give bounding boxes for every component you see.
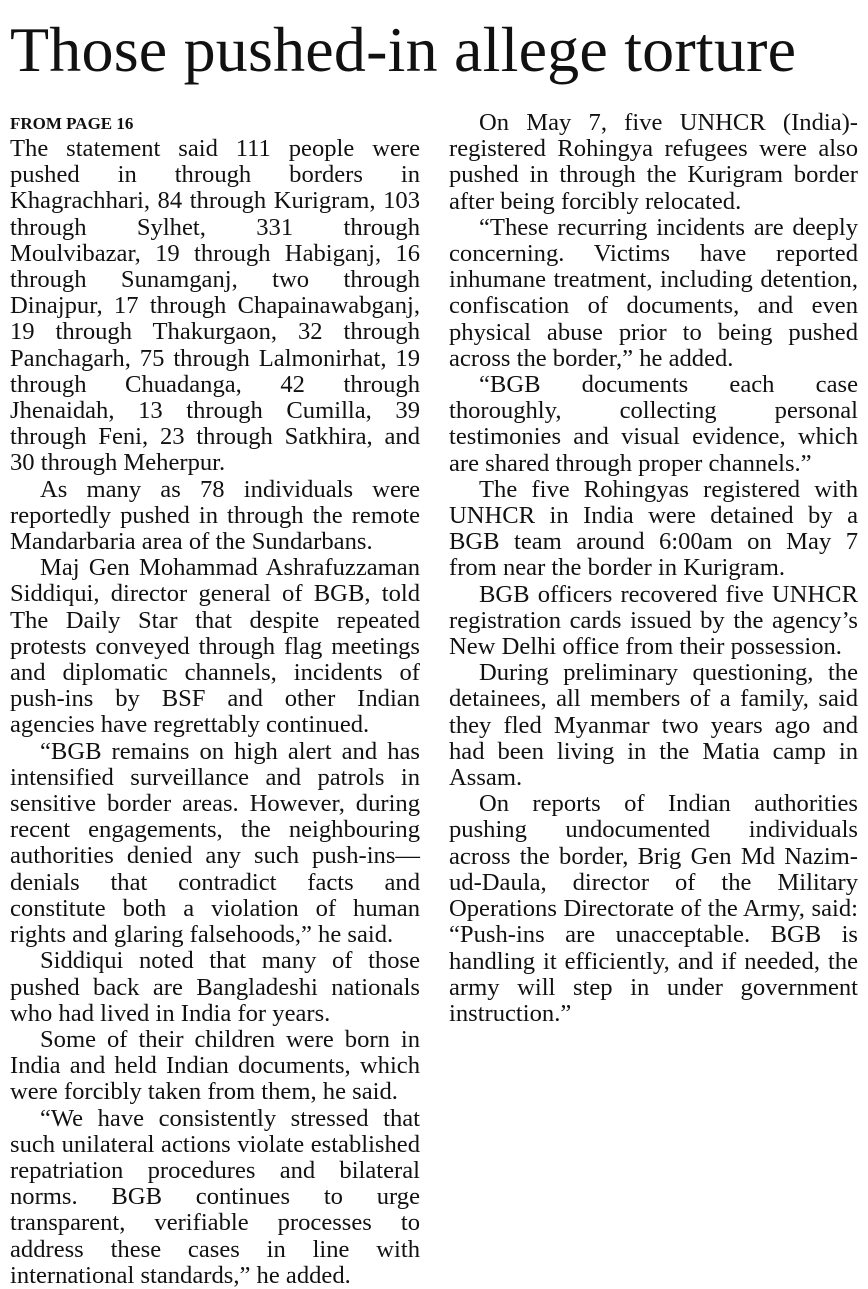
article-paragraph: On May 7, five UNHCR (India)-registered Rohingya refugees were also pushed in through the Kurigram border after being forcibly relocated. xyxy=(449,109,858,215)
article-column-left xyxy=(10,110,420,1289)
article-paragraph: As many as 78 individuals were reportedly pushed in through the remote Mandarbaria area of the Sundarbans. xyxy=(10,475,420,556)
article-paragraph: During preliminary questioning, the detainees, all members of a family, said they fled Myanmar two years ago and had been living in the Matia camp in Assam. xyxy=(449,659,858,792)
continuation-label: FROM PAGE 16 xyxy=(10,114,134,133)
article-paragraph: “These recurring incidents are deeply concerning. Victims have reported inhumane treatment, including detention, confiscation of documents, and even physical abuse prior to being pushed across the border,” he added. xyxy=(449,213,858,372)
article-paragraph: “BGB remains on high alert and has intensified surveillance and patrols in sensitive border areas. However, during recent engagements, the neighbouring authorities denied any such push-ins—denials that contradict facts and constitute both a violation of human rights and glaring falsehoods,” he said. xyxy=(10,737,420,949)
article-paragraph: BGB officers recovered five UNHCR registration cards issued by the agency’s New Delhi office from their possession. xyxy=(449,580,858,661)
article-paragraph: The statement said 111 people were pushed in through borders in Khagrachhari, 84 through Kurigram, 103 through Sylhet, 331 through Moulvibazar, 19 through Habiganj, 16 through Sunamganj, two through Dinajpur, 17 through Chapainawabganj, 19 through Thakurgaon, 32 through Panchagarh, 75 through Lalmonirhat, 19 through Chuadanga, 42 through Jhenaidah, 13 through Cumilla, 39 through Feni, 23 through Satkhira, and 30 through Meherpur. xyxy=(10,135,420,477)
article-paragraph: On reports of Indian authorities pushing undocumented individuals across the border, Brig Gen Md Nazim-ud-Daula, director of the Military Operations Directorate of the Army, said: “Push-ins are unacceptable. BGB is handling it efficiently, and if needed, the army will step in under government instruction.” xyxy=(449,790,858,1027)
article-paragraph: The five Rohingyas registered with UNHCR in India were detained by a BGB team around 6:00am on May 7 from near the border in Kurigram. xyxy=(449,475,858,582)
article-column-right xyxy=(449,110,858,1027)
article-paragraph: “BGB documents each case thoroughly, collecting personal testimonies and visual evidence, which are shared through proper channels.” xyxy=(449,371,858,477)
article-paragraph: “We have consistently stressed that such unilateral actions violate established repatriation procedures and bilateral norms. BGB continues to urge transparent, verifiable processes to address these cases in line with international standards,” he added. xyxy=(10,1104,420,1289)
article-paragraph: Siddiqui noted that many of those pushed back are Bangladeshi nationals who had lived in India for years. xyxy=(10,947,420,1027)
headline: Those pushed-in allege torture xyxy=(10,14,797,85)
article-paragraph: Some of their children were born in India and held Indian documents, which were forcibly taken from them, he said. xyxy=(10,1025,420,1106)
article-paragraph: Maj Gen Mohammad Ashrafuzzaman Siddiqui, director general of BGB, told The Daily Star that despite repeated protests conveyed through flag meetings and diplomatic channels, incidents of push-ins by BSF and other Indian agencies have regrettably continued. xyxy=(10,554,420,739)
